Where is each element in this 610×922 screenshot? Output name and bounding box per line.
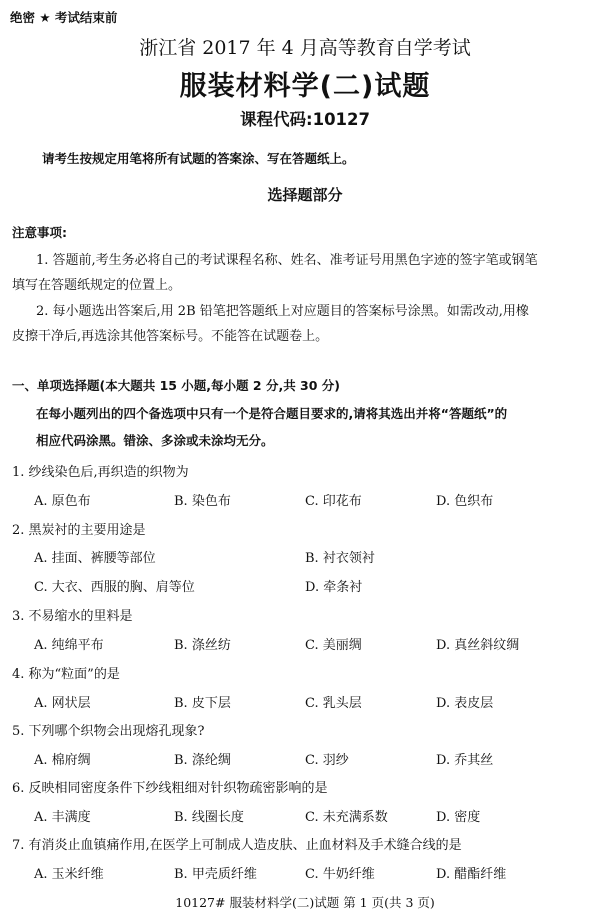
- option-c: C. 印花布: [305, 494, 362, 509]
- option-c: C. 美丽绸: [305, 638, 362, 653]
- option-a: A. 网状层: [34, 696, 91, 711]
- option-b: B. 涤丝纺: [174, 638, 231, 653]
- option-a: A. 原色布: [34, 494, 91, 509]
- option-c: C. 羽纱: [305, 753, 349, 768]
- option-a: A. 挂面、裤腰等部位: [34, 551, 156, 566]
- option-b: B. 甲壳质纤维: [174, 867, 257, 882]
- option-c: C. 乳头层: [305, 696, 362, 711]
- option-a: A. 纯绵平布: [34, 638, 104, 653]
- option-d: D. 色织布: [436, 494, 494, 509]
- answer-instruction: 请考生按规定用笔将所有试题的答案涂、写在答题纸上。: [42, 151, 355, 166]
- option-a: A. 棉府绸: [34, 753, 91, 768]
- option-d: D. 密度: [436, 810, 481, 825]
- option-d: D. 表皮层: [436, 696, 494, 711]
- option-d: D. 真丝斜纹绸: [436, 638, 520, 653]
- option-c: C. 牛奶纤维: [305, 867, 375, 882]
- question-stem: 5. 下列哪个织物会出现熔孔现象?: [12, 724, 205, 739]
- confidential-label: 绝密 ★ 考试结束前: [10, 10, 118, 25]
- option-b: B. 线圈长度: [174, 810, 244, 825]
- section-description: 在每小题列出的四个备选项中只有一个是符合题目要求的,请将其选出并将“答题纸”的: [36, 406, 508, 421]
- note-line: 2. 每小题选出答案后,用 2B 铅笔把答题纸上对应题目的答案标号涂黑。如需改动,用橡: [36, 304, 529, 319]
- section-heading: 一、单项选择题(本大题共 15 小题,每小题 2 分,共 30 分): [12, 378, 341, 393]
- option-d: D. 乔其丝: [436, 753, 494, 768]
- option-d: D. 醋酯纤维: [436, 867, 507, 882]
- option-c: C. 大衣、西服的胸、肩等位: [34, 580, 195, 595]
- question-stem: 2. 黑炭衬的主要用途是: [12, 523, 146, 538]
- subject-title: 服装材料学(二)试题: [179, 71, 431, 102]
- part-title: 选择题部分: [267, 186, 343, 204]
- section-description: 相应代码涂黑。错涂、多涂或未涂均无分。: [36, 433, 274, 448]
- note-line: 皮擦干净后,再选涂其他答案标号。不能答在试题卷上。: [12, 329, 329, 344]
- page-footer: 10127# 服装材料学(二)试题 第 1 页(共 3 页): [175, 895, 435, 910]
- option-d: D. 牵条衬: [305, 580, 363, 595]
- question-stem: 3. 不易缩水的里料是: [12, 609, 133, 624]
- option-b: B. 衬衣领衬: [305, 551, 375, 566]
- course-code: 课程代码:10127: [239, 110, 370, 129]
- notes-heading: 注意事项:: [12, 225, 67, 240]
- exam-title: 浙江省 2017 年 4 月高等教育自学考试: [139, 37, 471, 59]
- question-stem: 6. 反映相同密度条件下纱线粗细对针织物疏密影响的是: [12, 781, 328, 796]
- note-line: 填写在答题纸规定的位置上。: [12, 278, 182, 293]
- question-stem: 7. 有消炎止血镇痛作用,在医学上可制成人造皮肤、止血材料及手术缝合线的是: [12, 838, 462, 853]
- option-c: C. 未充满系数: [305, 810, 388, 825]
- option-b: B. 涤纶绸: [174, 753, 231, 768]
- option-a: A. 丰满度: [34, 810, 91, 825]
- option-a: A. 玉米纤维: [34, 867, 104, 882]
- option-b: B. 染色布: [174, 494, 231, 509]
- question-stem: 1. 纱线染色后,再织造的织物为: [12, 465, 189, 480]
- question-stem: 4. 称为“粒面”的是: [12, 667, 120, 682]
- note-line: 1. 答题前,考生务必将自己的考试课程名称、姓名、准考证号用黑色字迹的签字笔或钢笔: [36, 253, 538, 268]
- option-b: B. 皮下层: [174, 696, 231, 711]
